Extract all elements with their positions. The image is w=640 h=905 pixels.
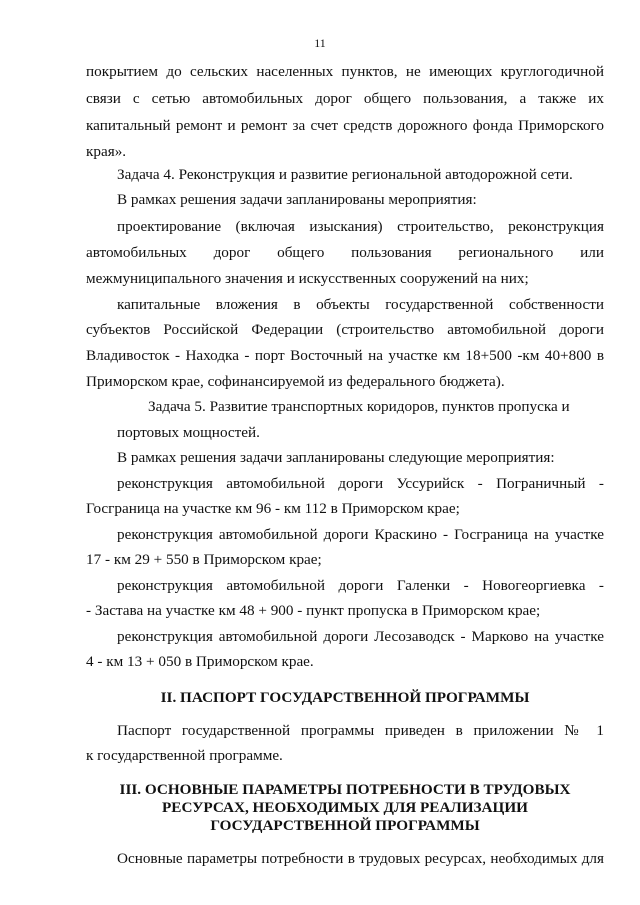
text-line: реконструкция автомобильной дороги Краскино - Госграница на участке [117,526,604,543]
text-line: Задача 5. Развитие транспортных коридоров, пунктов пропуска и [148,398,570,415]
text-line: 4 - км 13 + 050 в Приморском крае. [86,653,314,670]
text-line: Паспорт государственной программы приведен в приложении № 1 [117,722,604,739]
text-line: реконструкция автомобильной дороги Лесозаводск - Марково на участке [117,628,604,645]
page-number: 11 [314,36,326,50]
text-line: субъектов Российской Федерации (строительство автомобильной дороги [86,321,604,338]
section-heading: III. ОСНОВНЫЕ ПАРАМЕТРЫ ПОТРЕБНОСТИ В ТРУДОВЫХ [119,781,571,798]
text-line: капитальные вложения в объекты государственной собственности [117,296,604,313]
text-line: проектирование (включая изыскания) строительство, реконструкция [117,218,604,235]
text-line: 17 - км 29 + 550 в Приморском крае; [86,551,322,568]
text-line: к государственной программе. [86,747,283,764]
text-line: межмуниципального значения и искусственных сооружений на них; [86,270,529,287]
section-heading: РЕСУРСАХ, НЕОБХОДИМЫХ ДЛЯ РЕАЛИЗАЦИИ [162,799,528,816]
text-line: Основные параметры потребности в трудовых ресурсах, необходимых для [117,850,604,867]
text-line: Задача 4. Реконструкция и развитие региональной автодорожной сети. [117,166,573,183]
text-line: - Застава на участке км 48 + 900 - пункт пропуска в Приморском крае; [86,602,541,619]
text-line: связи с сетью автомобильных дорог общего пользования, а также их [86,90,604,107]
section-heading: ГОСУДАРСТВЕННОЙ ПРОГРАММЫ [210,817,480,834]
text-line: Приморском крае, софинансируемой из федерального бюджета). [86,373,505,390]
text-line: реконструкция автомобильной дороги Галенки - Новогеоргиевка - [117,577,604,594]
text-line: капитальный ремонт и ремонт за счет средств дорожного фонда Приморского [86,117,604,134]
section-heading: II. ПАСПОРТ ГОСУДАРСТВЕННОЙ ПРОГРАММЫ [160,689,530,706]
text-line: В рамках решения задачи запланированы мероприятия: [117,191,477,208]
text-line: автомобильных дорог общего пользования регионального или [86,244,604,261]
text-line: Владивосток - Находка - порт Восточный на участке км 18+500 -км 40+800 в [86,347,604,364]
text-line: Госграница на участке км 96 - км 112 в Приморском крае; [86,500,460,517]
text-line: края». [86,143,127,160]
text-line: В рамках решения задачи запланированы следующие мероприятия: [117,449,555,466]
text-line: реконструкция автомобильной дороги Уссурийск - Пограничный - [117,475,604,492]
text-line: портовых мощностей. [117,424,260,441]
text-line: покрытием до сельских населенных пунктов, не имеющих круглогодичной [86,63,604,80]
